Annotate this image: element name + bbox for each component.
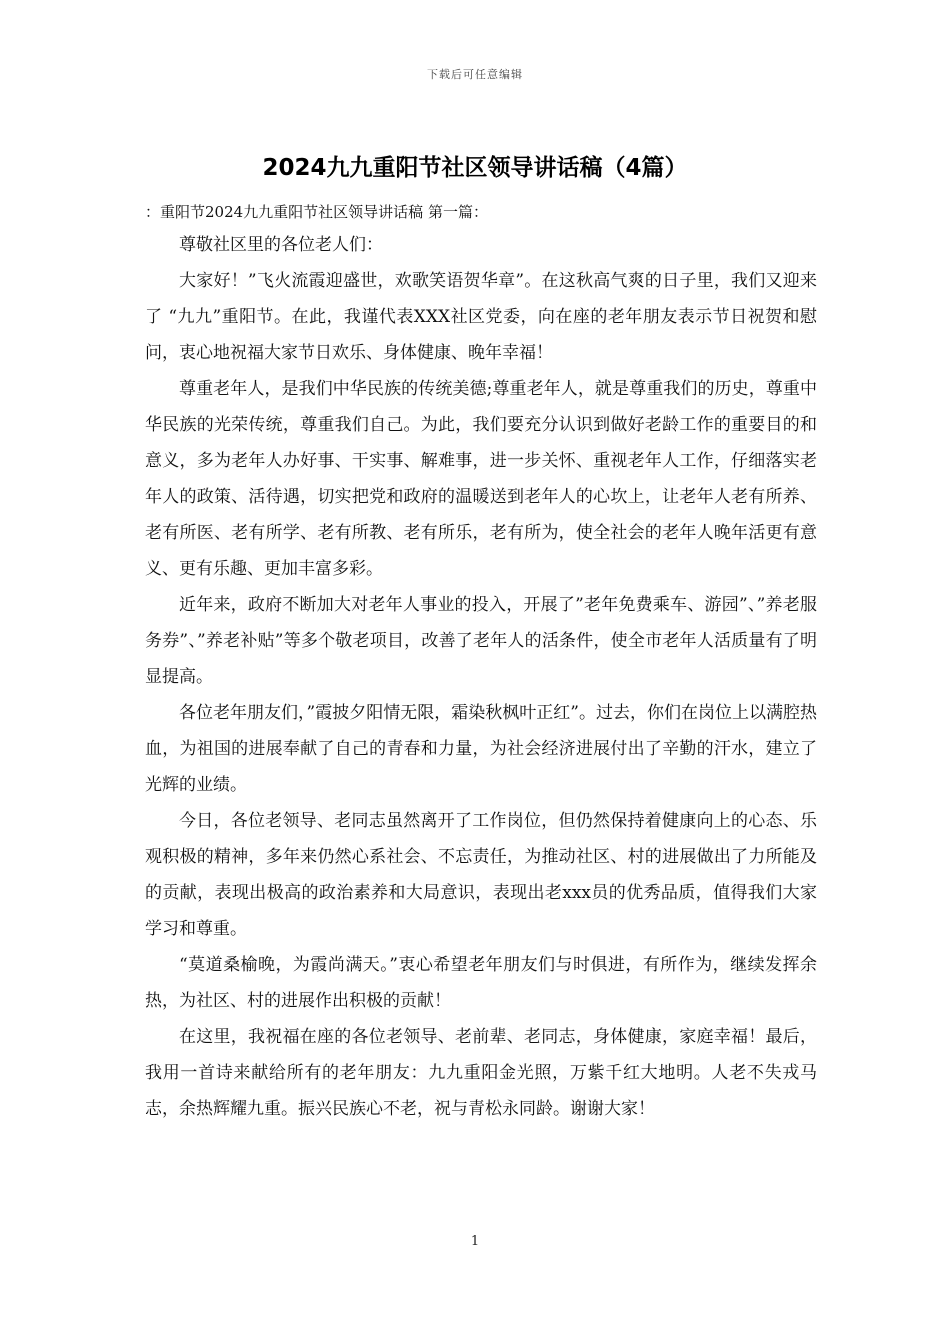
paragraph-opening: 大家好！”飞火流霞迎盛世，欢歌笑语贺华章”。在这秋高气爽的日子里，我们又迎来了 “九九”重阳节。在此，我谨代表XXX社区党委，向在座的老年朋友表示节日祝贺和慰问，衷心地祝福大家节日欢乐、身体健康、晚年幸福！ xyxy=(145,271,817,363)
paragraph-respect-elders: 尊重老年人，是我们中华民族的传统美德;尊重老年人，就是尊重我们的历史，尊重中华民族的光荣传统，尊重我们自己。为此，我们要充分认识到做好老龄工作的重要目的和意义，多为老年人办好事、干实事、解难事，进一步关怀、重视老年人工作，仔细落实老年人的政策、活待遇，切实把党和政府的温暖送到老年人的心坎上，让老年人老有所养、老有所医、老有所学、老有所教、老有所乐，老有所为，使全社会的老年人晚年活更有意义、更有乐趣、更加丰富多彩。 xyxy=(145,379,817,579)
paragraph-current-spirit: 今日，各位老领导、老同志虽然离开了工作岗位，但仍然保持着健康向上的心态、乐观积极的精神，多年来仍然心系社会、不忘责任，为推动社区、村的进展做出了力所能及的贡献，表现出极高的政治素养和大局意识，表现出老xxx员的优秀品质，值得我们大家学习和尊重。 xyxy=(145,811,817,939)
document-title: 2024九九重阳节社区领导讲话稿（4篇） xyxy=(262,155,688,181)
document-subtitle: ：重阳节2024九九重阳节社区领导讲话稿 第一篇： xyxy=(145,203,488,221)
paragraph-greeting: 尊敬社区里的各位老人们： xyxy=(179,235,383,255)
paragraph-government-support: 近年来，政府不断加大对老年人事业的投入，开展了”老年免费乘车、游园”、”养老服务券”、”养老补贴”等多个敬老项目，改善了老年人的活条件，使全市老年人活质量有了明显提高。 xyxy=(145,595,817,687)
page-number: 1 xyxy=(470,1234,480,1249)
header-note: 下载后可任意编辑 xyxy=(427,68,523,81)
paragraph-closing: 在这里，我祝福在座的各位老领导、老前辈、老同志，身体健康，家庭幸福！最后，我用一首诗来献给所有的老年朋友：九九重阳金光照，万紫千红大地明。人老不失戎马志，余热辉耀九重。振兴民族心不老，祝与青松永同龄。谢谢大家！ xyxy=(145,1027,817,1119)
paragraph-past-contribution: 各位老年朋友们，”霞披夕阳情无限，霜染秋枫叶正红”。过去，你们在岗位上以满腔热血，为祖国的进展奉献了自己的青春和力量，为社会经济进展付出了辛勤的汗水，建立了光辉的业绩。 xyxy=(145,703,817,795)
paragraph-hope: “莫道桑榆晚，为霞尚满天。”衷心希望老年朋友们与时俱进，有所作为，继续发挥余热，为社区、村的进展作出积极的贡献！ xyxy=(145,955,817,1011)
speech-body xyxy=(145,227,817,1127)
